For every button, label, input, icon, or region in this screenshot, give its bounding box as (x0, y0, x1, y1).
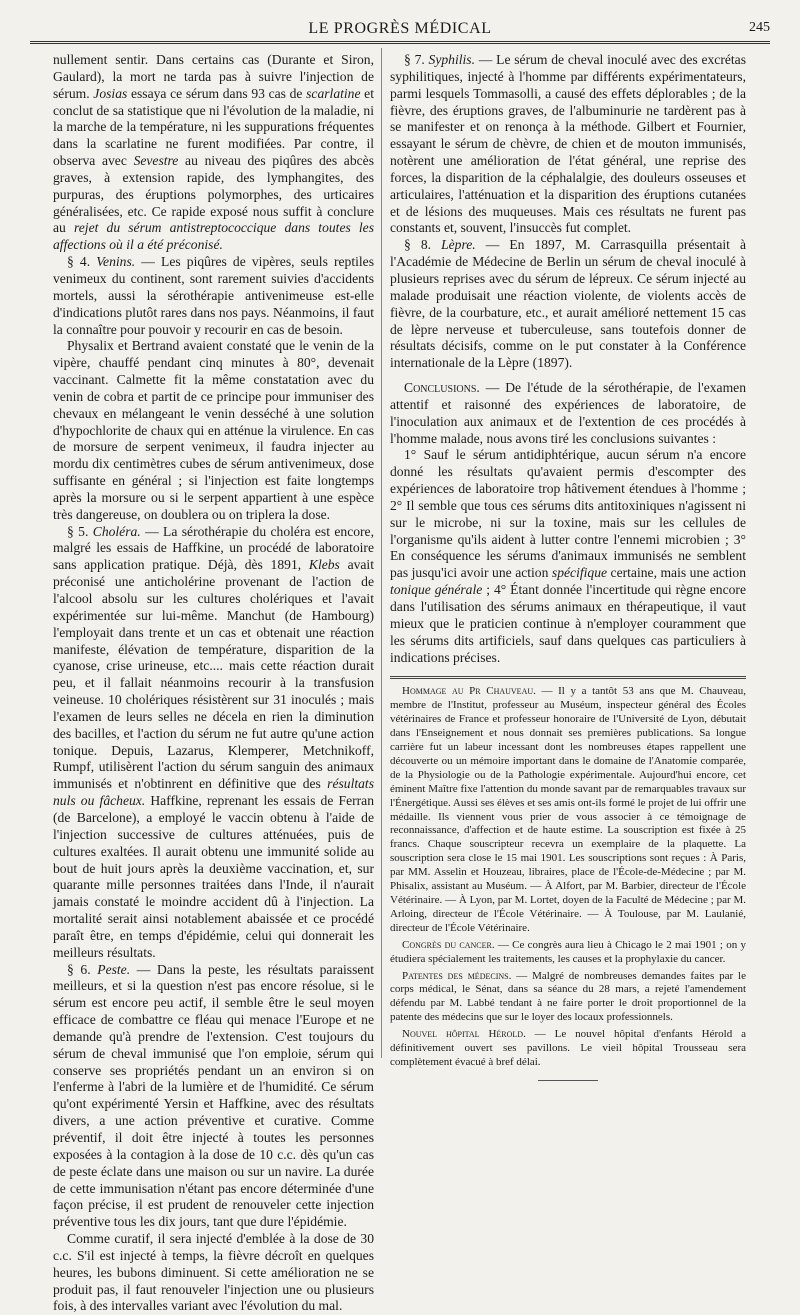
section-heading-syphilis: Syphilis. (428, 52, 475, 67)
end-rule (538, 1080, 598, 1081)
news-item-hommage: Hommage au Pr Chauveau. — Il y a tantôt 53 ans que M. Chauveau, membre de l'Institut, professeur au Muséum, inspecteur général des Écoles vétérinaires de France et professeur honoraire de l'Université de Lyon, débutait dans l'Enseignement et nous donnait ses premières publications. Sa longue carrière fut un labeur incessant dont les nombreuses étapes rappellent une découverte ou un mémoire important dans le domaine de l'Anatomie comparée, de la Physiologie ou de la Pathologie expérimentale. Aujourd'hui encore, cet éminent Maître fixe l'attention du monde savant par de remarquables travaux sur l'Énergétique. Aussi ses élèves et ses amis ont-ils formé le projet de lui offrir une médaille. Ils viennent vous prier de vous associer à ce témoignage de reconnaissance, d'affection et de haute estime. La souscription est fixée à 25 francs. Chaque souscripteur recevra un exemplaire de la plaquette. La souscription sera close le 15 mai 1901. Les souscriptions sont reçues : À Paris, par MM. Asselin et Houzeau, libraires, place de l'École-de-Médecine ; par M. Phisalix, assistant au Muséum. — À Alfort, par M. Barbier, directeur de l'École Vétérinaire. — À Lyon, par M. Lortet, doyen de la Faculté de Médecine ; par M. Arloing, directeur de l'École Vétérinaire. — À Toulouse, par M. Laulanié, directeur de l'École Vétérinaire. (390, 685, 746, 934)
news-item-congres: Congrès du cancer. — Ce congrès aura lieu à Chicago le 2 mai 1901 ; on y étudiera spécialement les traitements, les causes et la prophylaxie du cancer. (390, 938, 746, 965)
news-heading-congres: Congrès du cancer. (402, 938, 495, 951)
right-column (390, 52, 746, 1074)
section-lepre: § 8. Lèpre. — En 1897, M. Carrasquilla présentait à l'Académie de Médecine de Berlin un sérum de cheval inoculé à plusieurs reprises avec du sérum de lépreux. Ce sérum injecté au malade produisait une réaction violente, de violents accès de fièvre, de la courbature, etc., et aurait amélioré nettement 15 cas de lèpre nerveuse et tuberculeuse, sans toutefois donner de résultats décisifs, comme on le put constater à la Conférence internationale de la Lèpre (1897). (390, 237, 746, 371)
news-heading-patentes: Patentes des médecins. (402, 969, 512, 982)
running-title: LE PROGRÈS MÉDICAL (308, 20, 492, 37)
header-rule (30, 41, 770, 44)
section-heading-lepre: Lèpre. (441, 237, 476, 253)
news-heading-hommage: Hommage au Pr Chauveau. (402, 685, 536, 698)
paragraph-physalix: Physalix et Bertrand avaient constaté que le venin de la vipère, chauffé pendant cinq minutes à 80°, devenait vaccinant. Calmette fit la même constatation avec du venin de cobra et partit de ce principe pour immuniser des chevaux en mélangeant le venin desséché à une solution d'hypochlorite de chaux qui en atténue la virulence. En cas de morsure de serpent venimeux, il faudra injecter au mordu dix centimètres cubes de sérum antivenimeux, dose suffisante en général ; si l'injection est faite longtemps après la morsure ou si le serpent appartient à une espèce très dangereuse, on doublera ou on triplera la dose. (53, 338, 374, 522)
section-heading-cholera: Choléra. (92, 523, 141, 539)
section-syphilis: § 7. Syphilis. — Le sérum de cheval inoculé avec des excrétas syphilitiques, injecté à l'homme par différents expérimentateurs, parmi lesquels Tommasolli, a causé des effets déplorables ; de la fièvre, des éruptions graves, de l'albuminurie ne tardèrent pas à se manifester et on renonça à la méthode. Gilbert et Fournier, essayant le sérum de chèvre, de chien et de mouton immunisés, notèrent une amélioration de l'état général, une reprise des forces, la disparition de la céphalalgie, des douleurs osseuses et articulaires, l'atténuation et la disparition des éruptions cutanées et de lésions des muqueuses. Mais ces résultats ne furent pas constants et, souvent, l'insuccès fut complet. (390, 52, 746, 236)
news-section-rule (390, 676, 746, 679)
news-section (390, 685, 746, 1069)
column-divider (381, 48, 382, 1058)
paragraph-conclusions-list: 1° Sauf le sérum antidiphtérique, aucun sérum n'a encore donné les résultats qu'avaient permis d'escompter des expériences de laboratoire trop hâtivement étendues à l'homme ; 2° Il semble que tous ces sérums dits antitoxiniques n'agissent ni sur le microbe, ni sur la toxine, mais sur les cellules de l'organisme qu'ils aident à lutter contre l'ennemi microbien ; 3° En conséquence les sérums d'animaux immunisés ne semblent pas jusqu'ici avoir une action spécifique certaine, mais une action tonique générale ; 4° Étant donnée l'incertitude qui règne encore dans l'utilisation des sérums animaux en thérapeutique, il vaut mieux que le praticien continue à n'employer couramment que les sérums dits artificiels, sauf dans quelques cas particuliers à indications précises. (390, 447, 746, 665)
section-cholera: § 5. Choléra. — La sérothérapie du choléra est encore, malgré les essais de Haffkine, un procédé de laboratoire sans application pratique. Déjà, dès 1891, Klebs avait préconisé une anticholérine provenant de l'action de l'alcool absolu sur les cultures cholériques et l'avait expérimentée sur lui-même. Manchut (de Hambourg) l'employait dans trente et un cas et obtenait une réaction manifeste, élévation de température, disparition de la cyanose, crise urineuse, etc.... mais cette réaction durait peu, et il fallait néanmoins recourir à la transfusion veineuse. 10 cholériques résistèrent sur 31 inoculés ; mais l'examen de leurs selles ne décela en rien la diminution des bacilles, et l'action du sérum ne fut autre qu'une action tonique. Depuis, Lazarus, Klemperer, Metchnikoff, Rumpf, utilisèrent l'action du sérum sanguin des animaux immunisés et n'obtinrent en définitive que des résultats nuls ou fâcheux. Haffkine, reprenant les essais de Ferran (de Barcelone), a employé le vaccin obtenu à l'aide de l'injection successive de cultures atténuées, puis de cultures exaltées. Il aurait obtenu une immunité solide au bout de huit jours après la deuxième vaccination, et, sur quarante mille personnes traitées dans l'Inde, il n'aurait jamais constaté le moindre accident dû à l'injection. La mortalité serait ainsi notablement abaissée et ce procédé paraît être, en temps d'épidémie, celui qui donnerait les meilleurs résultats. (53, 523, 375, 960)
page-number: 245 (749, 20, 770, 35)
left-column (53, 52, 375, 1314)
page-header (30, 16, 770, 38)
news-heading-herold: Nouvel hôpital Hérold. (402, 1028, 526, 1041)
section-heading-conclusions: Conclusions. (404, 380, 480, 396)
paragraph-streptococcus: nullement sentir. Dans certains cas (Durante et Siron, Gaulard), la mort ne tarda pas à suivre l'injection de sérum. Josias essaya ce sérum dans 93 cas de scarlatine et conclut de sa statistique que ni l'évolution de la maladie, ni la marche de la température, ni les suppurations fréquentes dans la scarlatine ne furent modifiées. Par contre, il observa avec Sevestre au niveau des piqûres des abcès graves, à extension rapide, des lymphangites, des purpuras, des éruptions polymorphes, des urticaires généralisées, etc. Ce rapide exposé nous suffit à conclure au rejet du sérum antistreptococcique dans toutes les affections où il a été préconisé. (53, 52, 375, 253)
news-item-herold: Nouvel hôpital Hérold. — Le nouvel hôpital d'enfants Hérold a définitivement ouvert ses pavillons. Le vieil hôpital Trousseau sera complètement évacué à bref délai. (390, 1028, 746, 1068)
paragraph-peste-curatif: Comme curatif, il sera injecté d'emblée à la dose de 30 c.c. S'il est injecté à temps, la fièvre décroît en quelques heures, les bubons diminuent. Si cette amélioration ne se produit pas, il faut renouveler l'injection une ou plusieurs fois, à des intervalles variant avec l'évolution du mal. (53, 1231, 374, 1314)
section-venins: § 4. Venins. — Les piqûres de vipères, seuls reptiles venimeux du continent, sont rarement suivies d'accidents mortels, aussi la sérothérapie antivenimeuse est-elle d'indications plutôt rares dans nos pays. Néanmoins, il faut la connaître pour pouvoir y recourir en cas de besoin. (53, 254, 374, 337)
section-conclusions: Conclusions. — De l'étude de la sérothérapie, de l'examen attentif et raisonné des expériences de laboratoire, de l'inoculation aux animaux et de l'extention de ces procédés à l'homme malade, nous avons tiré les conclusions suivantes : (390, 380, 746, 446)
news-item-patentes: Patentes des médecins. — Malgré de nombreuses demandes faites par le corps médical, le Sénat, dans sa séance du 28 mars, a rejeté l'amendement défendu par M. Labbé tendant à ne faire porter le droit proportionnel de la patente des médecins que sur le loyer des locaux professionnels. (390, 969, 746, 1024)
section-heading-peste: Peste. (97, 961, 131, 977)
section-heading-venins: Venins. (96, 254, 136, 270)
section-peste: § 6. Peste. — Dans la peste, les résultats paraissent meilleurs, et si la question n'est pas encore résolue, si le sérum est encore peu actif, il semble être le seul moyen efficace de combattre ce fléau qui menace l'Europe et ne demande qu'à prendre de l'extension. C'est toujours du sérum de cheval immunisé que l'on emploie, sérum qui conserve ses propriétés pendant un an environ si on l'enferme à l'abri de la lumière et de l'humidité. Ce sérum qu'ont expérimenté Yersin et Haffkine, avec des résultats divers, a une action préventive et curative. Comme préventif, il doit être injecté à toutes les personnes exposées à la contagion à la dose de 10 c.c. dès qu'un cas de peste éclate dans une maison ou sur un navire. La durée de cette immunisation n'étant pas encore déterminée d'une façon précise, il est prudent de renouveler cette injection préventive tous les dix jours, tant que dure l'épidémie. (53, 961, 374, 1230)
